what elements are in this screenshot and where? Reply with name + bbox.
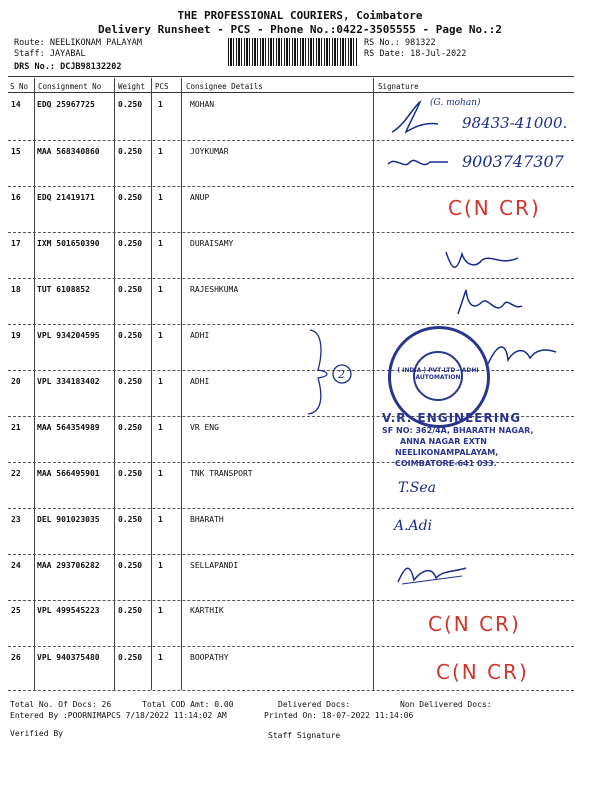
row-weight: 0.250 — [118, 331, 143, 340]
row-sno: 23 — [11, 515, 21, 524]
signature-joykumar — [384, 150, 454, 178]
stamp-line4: NEELIKONAMPALAYAM, — [395, 448, 499, 457]
row-consignee: RAJESHKUMA — [190, 285, 239, 294]
row-pcs: 1 — [158, 285, 163, 294]
row-pcs: 1 — [158, 653, 163, 662]
col-consignment: Consignment No — [38, 82, 102, 91]
signature-rajeshkuma — [452, 286, 526, 320]
row-weight: 0.250 — [118, 239, 143, 248]
row-divider — [8, 554, 574, 555]
row-divider — [8, 508, 574, 509]
row-weight: 0.250 — [118, 515, 143, 524]
row-sno: 26 — [11, 653, 21, 662]
row-consignee: BOOPATHY — [190, 653, 229, 662]
row-weight: 0.250 — [118, 606, 143, 615]
row-divider — [8, 278, 574, 279]
rs-date-label: RS Date: — [364, 49, 405, 59]
row-pcs: 1 — [158, 377, 163, 386]
staff-label: Staff: — [14, 49, 45, 59]
rs-no-label: RS No.: — [364, 38, 400, 48]
stamp-line3: ANNA NAGAR EXTN — [400, 437, 487, 446]
row-weight: 0.250 — [118, 285, 143, 294]
route-line — [14, 38, 142, 48]
row-pcs: 1 — [158, 193, 163, 202]
route-value: NEELIKONAM PALAYAM — [49, 38, 142, 48]
stamp-line2: SF NO: 362/4A, BHARATH NAGAR, — [382, 426, 534, 435]
row-weight: 0.250 — [118, 653, 143, 662]
drs-value: DCJB98132202 — [60, 62, 122, 72]
handwriting-mark: C(N CR) — [448, 196, 541, 220]
row-consignment: MAA 568340860 — [37, 147, 100, 156]
column-divider — [8, 92, 574, 93]
row-sno: 25 — [11, 606, 21, 615]
col-pcs: PCS — [155, 82, 169, 91]
row-consignee: TNK TRANSPORT — [190, 469, 253, 478]
row-sno: 15 — [11, 147, 21, 156]
row-sno: 16 — [11, 193, 21, 202]
row-consignment: VPL 334183402 — [37, 377, 100, 386]
row-sno: 20 — [11, 377, 21, 386]
signature-adhi — [484, 334, 560, 374]
row-consignee: KARTHIK — [190, 606, 224, 615]
row-consignment: DEL 901023035 — [37, 515, 100, 524]
row-divider — [8, 690, 574, 691]
row-consignment: EDQ 21419171 — [37, 193, 95, 202]
signature-duraisamy — [442, 244, 522, 278]
row-divider — [8, 140, 574, 141]
handwriting-note: (G. mohan) — [430, 98, 481, 108]
row-pcs: 1 — [158, 100, 163, 109]
row-weight: 0.250 — [118, 147, 143, 156]
bracket-mark — [300, 326, 360, 418]
row-weight: 0.250 — [118, 100, 143, 109]
row-pcs: 1 — [158, 515, 163, 524]
header-divider — [8, 76, 574, 77]
row-consignee: DURAISAMY — [190, 239, 234, 248]
rs-date-line — [364, 49, 466, 59]
row-consignee: ADHI — [190, 331, 210, 340]
row-consignment: MAA 564354989 — [37, 423, 100, 432]
verified-by: Verified By — [10, 729, 63, 738]
signature-bharath: A.Adi — [394, 518, 433, 534]
row-sno: 17 — [11, 239, 21, 248]
row-consignment: VPL 940375480 — [37, 653, 100, 662]
row-consignee: MOHAN — [190, 100, 215, 109]
total-cod: Total COD Amt: 0.00 — [142, 700, 234, 709]
row-sno: 19 — [11, 331, 21, 340]
row-consignment: VPL 499545223 — [37, 606, 100, 615]
handwriting-phone: 9003747307 — [462, 152, 564, 171]
row-divider — [8, 232, 574, 233]
bracket-number: 2 — [338, 368, 345, 381]
route-label: Route: — [14, 38, 45, 48]
row-divider — [8, 324, 574, 325]
row-divider — [8, 600, 574, 601]
row-consignment: EDQ 25967725 — [37, 100, 95, 109]
row-consignee: ADHI — [190, 377, 210, 386]
signature-sellapandi — [392, 560, 472, 590]
row-consignee: JOYKUMAR — [190, 147, 229, 156]
rs-date-value: 18-Jul-2022 — [410, 49, 467, 59]
row-weight: 0.250 — [118, 377, 143, 386]
rs-no-value: 981322 — [404, 38, 436, 48]
row-divider — [8, 646, 574, 647]
drs-line — [14, 62, 122, 72]
rs-no-line — [364, 38, 436, 48]
row-weight: 0.250 — [118, 193, 143, 202]
staff-signature: Staff Signature — [268, 731, 341, 740]
stamp-line5: COIMBATORE-641 033. — [395, 459, 497, 468]
stamp-line1: V.R. ENGINEERING — [382, 411, 522, 425]
row-consignment: VPL 934204595 — [37, 331, 100, 340]
col-consignee: Consignee Details — [186, 82, 263, 91]
row-consignment: TUT 6108852 — [37, 285, 90, 294]
row-divider — [8, 186, 574, 187]
row-pcs: 1 — [158, 423, 163, 432]
row-weight: 0.250 — [118, 423, 143, 432]
entered-by: Entered By :POORNIMAPCS 7/18/2022 11:14:02 AM — [10, 711, 227, 720]
handwriting-mark: C(N CR) — [428, 612, 521, 636]
row-pcs: 1 — [158, 239, 163, 248]
row-sno: 21 — [11, 423, 21, 432]
row-pcs: 1 — [158, 469, 163, 478]
printed-on: Printed On: 18-07-2022 11:14:06 — [264, 711, 414, 720]
row-consignment: IXM 501650390 — [37, 239, 100, 248]
signature-tnk: T.Sea — [398, 480, 436, 496]
row-pcs: 1 — [158, 561, 163, 570]
company-title: THE PROFESSIONAL COURIERS, Coimbatore — [177, 9, 423, 22]
handwriting-mark: C(N CR) — [436, 660, 529, 684]
non-delivered-docs: Non Delivered Docs: — [400, 700, 492, 709]
row-sno: 14 — [11, 100, 21, 109]
row-weight: 0.250 — [118, 469, 143, 478]
staff-line — [14, 49, 86, 59]
handwriting-phone: 98433-41000. — [462, 114, 568, 132]
row-sno: 22 — [11, 469, 21, 478]
row-pcs: 1 — [158, 331, 163, 340]
total-docs: Total No. Of Docs: 26 — [10, 700, 112, 709]
col-signature: Signature — [378, 82, 419, 91]
row-pcs: 1 — [158, 606, 163, 615]
row-consignee: ANUP — [190, 193, 210, 202]
barcode — [228, 38, 358, 66]
row-sno: 18 — [11, 285, 21, 294]
row-consignment: MAA 293706282 — [37, 561, 100, 570]
runsheet-subtitle: Delivery Runsheet - PCS - Phone No.:0422-3505555 - Page No.:2 — [98, 23, 502, 36]
row-consignee: VR ENG — [190, 423, 219, 432]
delivered-docs: Delivered Docs: — [278, 700, 351, 709]
col-weight: Weight — [118, 82, 146, 91]
drs-label: DRS No.: — [14, 62, 55, 72]
row-sno: 24 — [11, 561, 21, 570]
col-sno: S No — [10, 82, 29, 91]
row-pcs: 1 — [158, 147, 163, 156]
row-weight: 0.250 — [118, 561, 143, 570]
row-consignment: MAA 566495901 — [37, 469, 100, 478]
stamp-ring-text: ( INDIA ) PVT LTD · ADHI AUTOMATION — [397, 367, 479, 381]
staff-value: JAYABAL — [49, 49, 86, 59]
row-consignee: SELLAPANDI — [190, 561, 239, 570]
row-consignee: BHARATH — [190, 515, 224, 524]
